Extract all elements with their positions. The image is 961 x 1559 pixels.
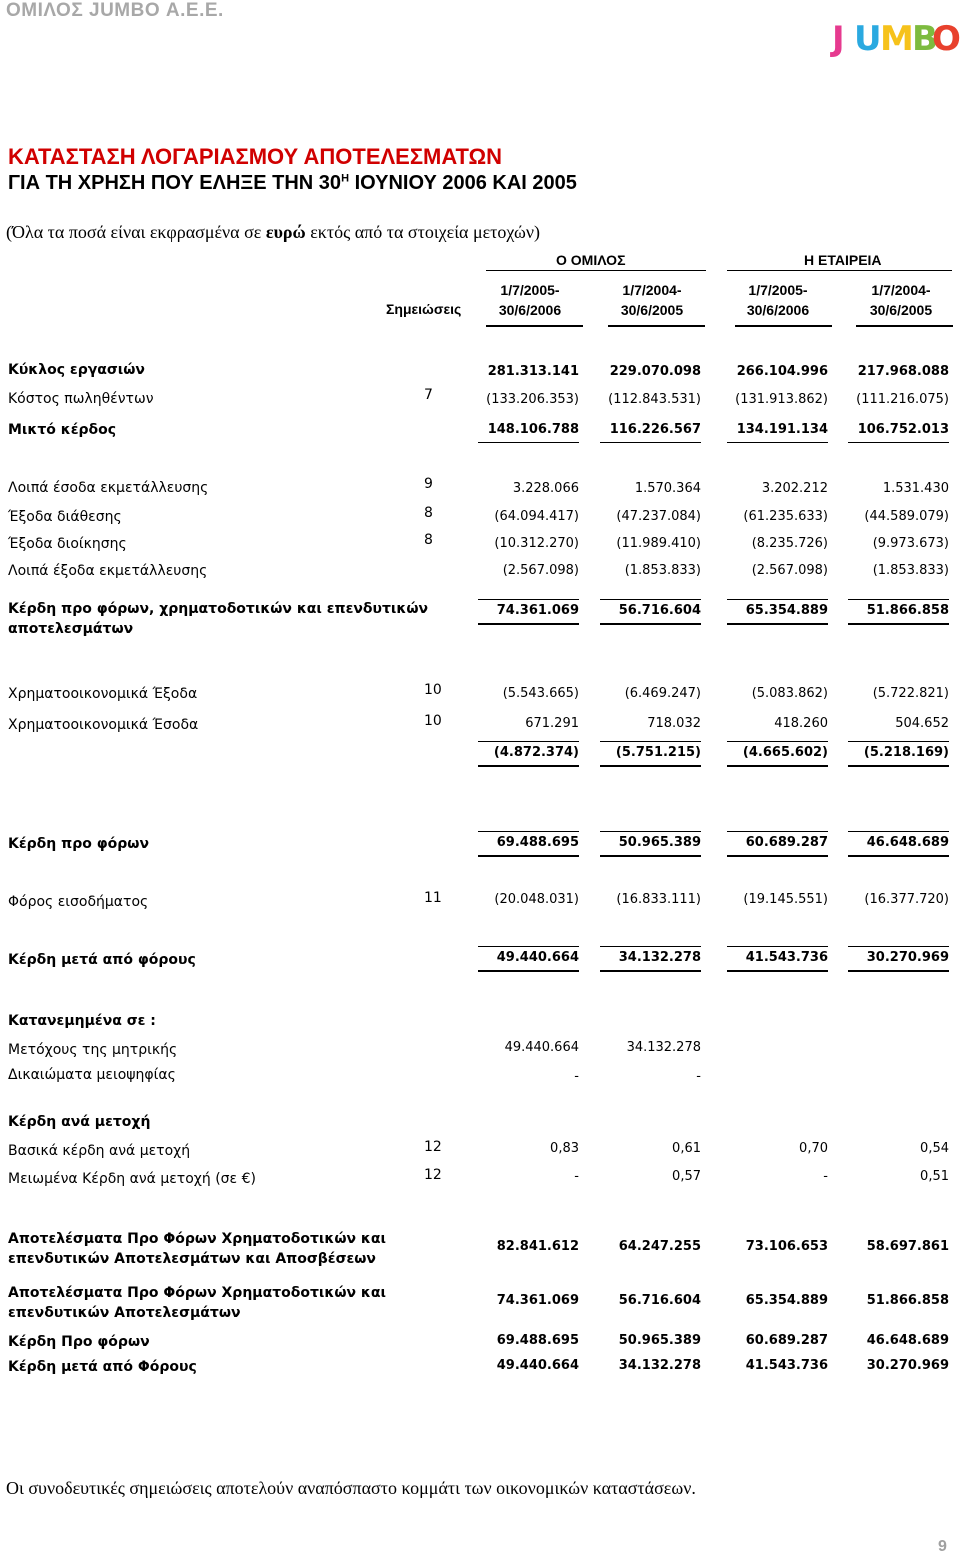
total-rule xyxy=(848,442,949,443)
row-value: (9.973.673) xyxy=(872,536,949,551)
row-value: (11.989.410) xyxy=(616,536,701,551)
notes-header: Σημειώσεις xyxy=(386,301,462,317)
row-value: 3.228.066 xyxy=(512,481,579,496)
header-rule xyxy=(486,325,583,327)
column-group-rule xyxy=(727,270,952,271)
row-value: 49.440.664 xyxy=(496,950,579,965)
page-number: 9 xyxy=(938,1538,947,1555)
row-label: Μετόχους της μητρικής xyxy=(8,1042,178,1058)
row-value: 0,57 xyxy=(672,1169,701,1184)
row-value: 148.106.788 xyxy=(487,422,579,437)
period-header: 1/7/2005- 30/6/2006 xyxy=(746,282,810,318)
row-value: (2.567.098) xyxy=(751,563,828,578)
row-value: 1.570.364 xyxy=(634,481,701,496)
total-rule xyxy=(600,599,701,600)
row-value: 69.488.695 xyxy=(496,835,579,850)
row-value: 116.226.567 xyxy=(609,422,701,437)
row-note: 8 xyxy=(424,505,433,521)
row-value: 56.716.604 xyxy=(618,603,701,618)
total-rule xyxy=(727,970,828,972)
row-value: (5.722.821) xyxy=(872,686,949,701)
total-rule xyxy=(600,623,701,625)
row-label: Βασικά κέρδη ανά μετοχή xyxy=(8,1143,191,1159)
row-label: Κέρδη ανά μετοχή xyxy=(8,1114,151,1130)
row-note: 7 xyxy=(424,387,433,403)
row-value: 418.260 xyxy=(774,716,828,731)
total-rule xyxy=(848,855,949,857)
row-value: 266.104.996 xyxy=(736,364,828,379)
row-value: (19.145.551) xyxy=(743,892,828,907)
row-value: 281.313.141 xyxy=(487,364,579,379)
row-value: - xyxy=(823,1169,828,1184)
row-value: 74.361.069 xyxy=(496,1293,579,1308)
total-rule xyxy=(478,831,579,832)
row-value: (47.237.084) xyxy=(616,509,701,524)
row-value: 0,51 xyxy=(920,1169,949,1184)
row-value: 46.648.689 xyxy=(866,835,949,850)
total-rule xyxy=(478,623,579,625)
row-value: 64.247.255 xyxy=(618,1239,701,1254)
total-rule xyxy=(478,442,579,443)
row-value: (111.216.075) xyxy=(856,392,949,407)
row-value: (10.312.270) xyxy=(494,536,579,551)
row-note: 10 xyxy=(424,713,442,729)
row-value: 671.291 xyxy=(525,716,579,731)
row-label: Αποτελέσματα Προ Φόρων Χρηματοδοτικών και επενδυτικών Αποτελεσμάτων και Αποσβέσεων xyxy=(8,1231,386,1267)
statement-subtitle: ΓΙΑ ΤΗ ΧΡΗΣΗ ΠΟΥ ΕΛΗΞΕ ΤΗΝ $30^H$ ΙΟΥΝΙΟΥ 2006 ΚΑΙ 2005 xyxy=(8,172,577,194)
total-rule xyxy=(600,970,701,972)
total-rule xyxy=(848,970,949,972)
total-rule xyxy=(478,599,579,600)
row-value: 0,61 xyxy=(672,1141,701,1156)
logo-letter-b: B xyxy=(912,19,938,59)
row-value: 60.689.287 xyxy=(745,1333,828,1348)
total-rule xyxy=(478,765,579,767)
row-note: 11 xyxy=(424,890,442,906)
row-label: Κέρδη μετά από φόρους xyxy=(8,952,196,968)
row-value: (5.543.665) xyxy=(502,686,579,701)
row-value: 41.543.736 xyxy=(745,1358,828,1373)
row-note: 12 xyxy=(424,1167,442,1183)
row-value: - xyxy=(696,1069,701,1084)
total-rule xyxy=(848,623,949,625)
total-rule xyxy=(478,946,579,947)
row-value: 49.440.664 xyxy=(496,1358,579,1373)
row-value: 50.965.389 xyxy=(618,835,701,850)
total-rule xyxy=(848,599,949,600)
row-value: (64.094.417) xyxy=(494,509,579,524)
row-value: 51.866.858 xyxy=(866,1293,949,1308)
header-rule xyxy=(735,325,832,327)
row-value: 3.202.212 xyxy=(761,481,828,496)
total-rule xyxy=(727,741,828,742)
row-value: 56.716.604 xyxy=(618,1293,701,1308)
total-rule xyxy=(727,855,828,857)
row-value: (5.751.215) xyxy=(615,745,701,760)
row-value: 82.841.612 xyxy=(496,1239,579,1254)
row-label: Λοιπά έσοδα εκμετάλλευσης xyxy=(8,480,209,496)
total-rule xyxy=(600,855,701,857)
row-value: 46.648.689 xyxy=(866,1333,949,1348)
row-value: 0,54 xyxy=(920,1141,949,1156)
total-rule xyxy=(727,831,828,832)
currency-note: (Όλα τα ποσά είναι εκφρασμένα σε ευρώ εκτός από τα στοιχεία μετοχών) xyxy=(6,222,540,242)
row-value: 69.488.695 xyxy=(496,1333,579,1348)
logo-letter-m: M xyxy=(880,19,914,59)
total-rule xyxy=(727,946,828,947)
jumbo-logo xyxy=(828,16,961,59)
row-value: 74.361.069 xyxy=(496,603,579,618)
row-value: 34.132.278 xyxy=(618,1358,701,1373)
total-rule xyxy=(600,765,701,767)
total-rule xyxy=(848,741,949,742)
row-note: 8 xyxy=(424,532,433,548)
row-label: Δικαιώματα μειοψηφίας xyxy=(8,1067,176,1083)
logo-letter-j: J xyxy=(832,19,845,59)
total-rule xyxy=(478,741,579,742)
row-value: 65.354.889 xyxy=(745,603,828,618)
row-value: 30.270.969 xyxy=(866,1358,949,1373)
row-value: 50.965.389 xyxy=(618,1333,701,1348)
footer-note: Οι συνοδευτικές σημειώσεις αποτελούν αναπόσπαστο κομμάτι των οικονομικών καταστάσεων. xyxy=(6,1478,696,1498)
row-value: 73.106.653 xyxy=(745,1239,828,1254)
row-value: 0,83 xyxy=(550,1141,579,1156)
row-value: (4.872.374) xyxy=(493,745,579,760)
row-value: 58.697.861 xyxy=(866,1239,949,1254)
total-rule xyxy=(600,831,701,832)
row-value: (16.833.111) xyxy=(616,892,701,907)
total-rule xyxy=(478,970,579,972)
row-value: (133.206.353) xyxy=(486,392,579,407)
row-value: 51.866.858 xyxy=(866,603,949,618)
row-value: 0,70 xyxy=(799,1141,828,1156)
total-rule xyxy=(727,599,828,600)
total-rule xyxy=(600,741,701,742)
logo-letter-u: U xyxy=(854,19,882,59)
row-value: 504.652 xyxy=(895,716,949,731)
row-label: Μειωμένα Κέρδη ανά μετοχή (σε €) xyxy=(8,1171,256,1187)
row-value: (112.843.531) xyxy=(608,392,701,407)
row-value: (1.853.833) xyxy=(872,563,949,578)
row-note: 10 xyxy=(424,682,442,698)
total-rule xyxy=(600,946,701,947)
row-value: (5.083.862) xyxy=(751,686,828,701)
row-value: 1.531.430 xyxy=(882,481,949,496)
row-note: 9 xyxy=(424,476,433,492)
row-label: Έξοδα διοίκησης xyxy=(8,536,127,552)
row-label: Κατανεμημένα σε : xyxy=(8,1013,156,1029)
row-value: 49.440.664 xyxy=(504,1040,579,1055)
row-value: (131.913.862) xyxy=(735,392,828,407)
row-value: (20.048.031) xyxy=(494,892,579,907)
period-header: 1/7/2004- 30/6/2005 xyxy=(620,282,684,318)
row-value: (16.377.720) xyxy=(864,892,949,907)
row-label: Έξοδα διάθεσης xyxy=(8,509,122,525)
row-value: - xyxy=(574,1069,579,1084)
row-label: Κέρδη προ φόρων xyxy=(8,836,150,852)
row-label: Μικτό κέρδος xyxy=(8,422,117,438)
group-header: Ο ΟΜΙΛΟΣ xyxy=(556,252,626,268)
row-value: (1.853.833) xyxy=(624,563,701,578)
row-value: 229.070.098 xyxy=(609,364,701,379)
row-label: Κέρδη προ φόρων, χρηματοδοτικών και επενδυτικών αποτελεσμάτων xyxy=(8,601,429,637)
header-rule xyxy=(856,325,953,327)
row-label: Κέρδη Προ φόρων xyxy=(8,1334,150,1350)
row-value: (5.218.169) xyxy=(863,745,949,760)
row-value: 34.132.278 xyxy=(626,1040,701,1055)
statement-title: ΚΑΤΑΣΤΑΣΗ ΛΟΓΑΡΙΑΣΜΟΥ ΑΠΟΤΕΛΕΣΜΑΤΩΝ xyxy=(8,144,503,169)
row-value: 41.543.736 xyxy=(745,950,828,965)
total-rule xyxy=(478,855,579,857)
row-note: 12 xyxy=(424,1139,442,1155)
total-rule xyxy=(848,831,949,832)
logo-letter-o: O xyxy=(932,19,961,59)
period-header: 1/7/2005- 30/6/2006 xyxy=(498,282,562,318)
total-rule xyxy=(848,765,949,767)
row-label: Κύκλος εργασιών xyxy=(8,362,145,378)
company-header: Η ΕΤΑΙΡΕΙΑ xyxy=(804,252,882,268)
total-rule xyxy=(727,442,828,443)
total-rule xyxy=(727,765,828,767)
row-label: Αποτελέσματα Προ Φόρων Χρηματοδοτικών και επενδυτικών Αποτελεσμάτων xyxy=(8,1285,386,1321)
row-value: (61.235.633) xyxy=(743,509,828,524)
row-label: Χρηματοοικονομικά Έσοδα xyxy=(8,717,199,733)
row-value: 65.354.889 xyxy=(745,1293,828,1308)
row-value: 217.968.088 xyxy=(857,364,949,379)
row-label: Χρηματοοικονομικά Έξοδα xyxy=(8,686,198,702)
row-label: Κόστος πωληθέντων xyxy=(8,391,154,407)
row-value: 106.752.013 xyxy=(857,422,949,437)
row-value: 134.191.134 xyxy=(736,422,828,437)
row-value: (2.567.098) xyxy=(502,563,579,578)
total-rule xyxy=(727,623,828,625)
row-value: (4.665.602) xyxy=(742,745,828,760)
row-value: - xyxy=(574,1169,579,1184)
row-value: 60.689.287 xyxy=(745,835,828,850)
column-group-rule xyxy=(486,270,706,271)
row-value: (6.469.247) xyxy=(624,686,701,701)
row-value: (8.235.726) xyxy=(751,536,828,551)
row-label: Φόρος εισοδήματος xyxy=(8,894,149,910)
period-header: 1/7/2004- 30/6/2005 xyxy=(869,282,933,318)
header-rule xyxy=(608,325,705,327)
row-value: (44.589.079) xyxy=(864,509,949,524)
row-value: 34.132.278 xyxy=(618,950,701,965)
row-value: 30.270.969 xyxy=(866,950,949,965)
total-rule xyxy=(848,946,949,947)
row-label: Λοιπά έξοδα εκμετάλλευσης xyxy=(8,563,208,579)
company-name: ΟΜΙΛΟΣ JUMBO Α.Ε.Ε. xyxy=(6,0,224,21)
row-value: 718.032 xyxy=(647,716,701,731)
row-label: Κέρδη μετά από Φόρους xyxy=(8,1359,197,1375)
total-rule xyxy=(600,442,701,443)
